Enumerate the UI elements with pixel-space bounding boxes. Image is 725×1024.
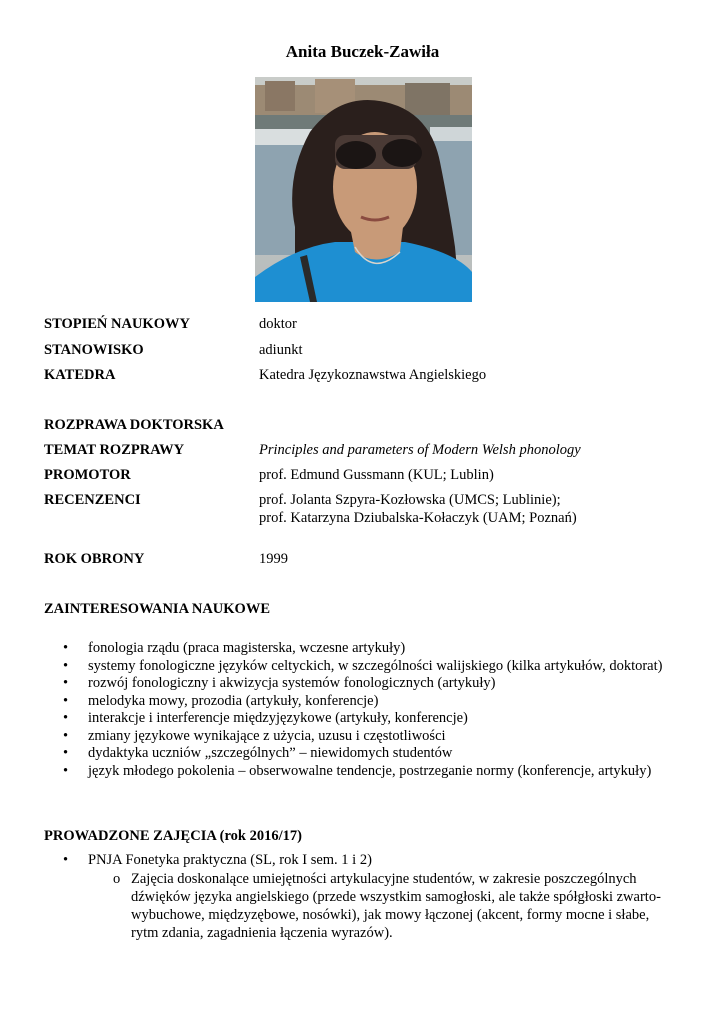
list-item: • interakcje i interferencje międzyjęzykowe (artykuły, konferencje)	[44, 710, 662, 728]
reviewer-2: prof. Katarzyna Dziubalska-Kołaczyk (UAM; Poznań)	[259, 510, 577, 526]
list-item: • dydaktyka uczniów „szczególnych” – niewidomych studentów	[44, 745, 662, 763]
reviewer-1: prof. Jolanta Szpyra-Kozłowska (UMCS; Lublinie);	[259, 492, 561, 508]
reviewers-label: RECENZENCI	[44, 492, 141, 508]
position-value: adiunkt	[259, 342, 303, 358]
profile-photo	[255, 77, 472, 302]
degree-value: doktor	[259, 316, 297, 332]
description-line: rytm zdania, zagadnienia łączenia wyrazów).	[131, 925, 393, 941]
interests-list	[44, 640, 662, 780]
degree-label: STOPIEŃ NAUKOWY	[44, 316, 190, 332]
description-line: dźwięków języka angielskiego (przede wszystkim samogłoski, ale także spółgłoski zwarto-	[131, 889, 661, 905]
page-title: Anita Buczek-Zawiła	[285, 42, 440, 61]
department-label: KATEDRA	[44, 367, 116, 383]
position-label: STANOWISKO	[44, 342, 144, 358]
defense-year-label: ROK OBRONY	[44, 551, 145, 567]
courses-heading: PROWADZONE ZAJĘCIA (rok 2016/17)	[44, 828, 302, 844]
department-value: Katedra Językoznawstwa Angielskiego	[259, 367, 487, 383]
topic-value: Principles and parameters of Modern Welsh phonology	[259, 442, 581, 458]
description-line: Zajęcia doskonalące umiejętności artykulacyjne studentów, w zakresie poszczególnych	[131, 871, 637, 887]
dissertation-heading: ROZPRAWA DOKTORSKA	[44, 417, 224, 433]
list-item: • język młodego pokolenia – obserwowalne tendencje, postrzeganie normy (konferencje, artykuły)	[44, 763, 662, 781]
promoter-label: PROMOTOR	[44, 467, 131, 483]
list-item: • zmiany językowe wynikające z użycia, uzusu i częstotliwości	[44, 728, 662, 746]
interests-heading: ZAINTERESOWANIA NAUKOWE	[44, 601, 271, 617]
course-name: PNJA Fonetyka praktyczna (SL, rok I sem. 1 i 2)	[88, 852, 372, 868]
list-item: • systemy fonologiczne języków celtyckich, w szczególności walijskiego (kilka artykułów, doktorat)	[44, 658, 662, 676]
circle-bullet-icon: o	[113, 871, 121, 887]
promoter-value: prof. Edmund Gussmann (KUL; Lublin)	[259, 467, 494, 483]
topic-label: TEMAT ROZPRAWY	[44, 442, 185, 458]
list-item: • melodyka mowy, prozodia (artykuły, konferencje)	[44, 693, 662, 711]
description-line: wybuchowe, międzyzębowe, nosówki), jak mowy łączonej (akcent, formy mocne i słabe,	[131, 907, 650, 923]
list-item: • fonologia rządu (praca magisterska, wczesne artykuły)	[44, 640, 662, 658]
defense-year-value: 1999	[259, 551, 288, 567]
bullet-icon: •	[63, 852, 69, 868]
list-item: • rozwój fonologiczny i akwizycja systemów fonologicznych (artykuły)	[44, 675, 662, 693]
